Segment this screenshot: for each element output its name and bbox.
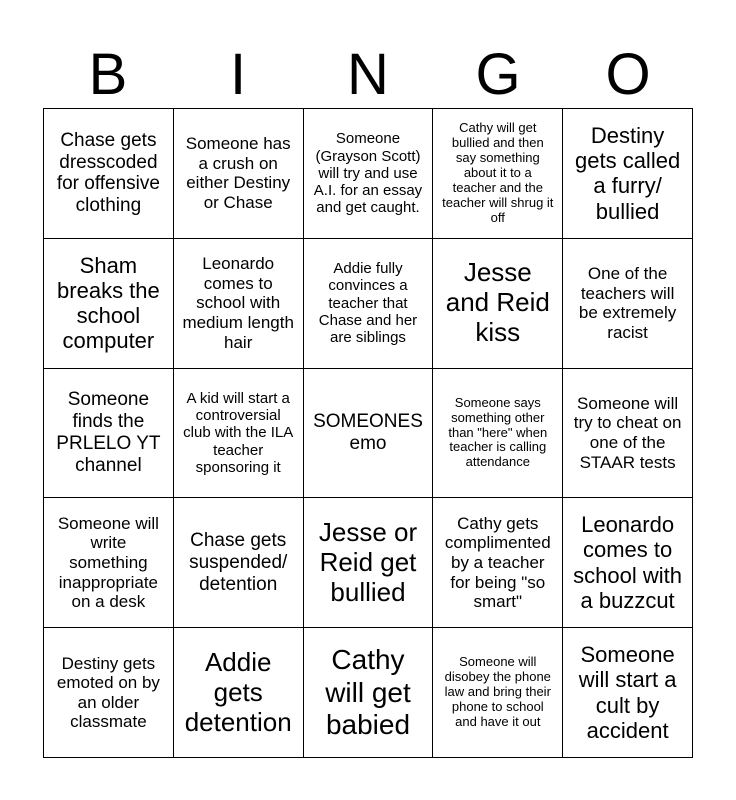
- bingo-cell[interactable]: [44, 109, 174, 239]
- bingo-cell[interactable]: [433, 239, 563, 369]
- bingo-cell[interactable]: [563, 239, 693, 369]
- cell-text: A kid will start a controversial club with the ILA teacher sponsoring it: [183, 389, 294, 476]
- cell-text: Jesse or Reid get bullied: [318, 516, 418, 607]
- bingo-cell[interactable]: [304, 109, 434, 239]
- cell-text: One of the teachers will be extremely racist: [578, 264, 677, 342]
- bingo-cell[interactable]: [174, 109, 304, 239]
- cell-text: Addie gets detention: [184, 646, 292, 737]
- bingo-cell[interactable]: [563, 109, 693, 239]
- bingo-cell[interactable]: [174, 628, 304, 758]
- bingo-cell[interactable]: [174, 239, 304, 369]
- bingo-cell[interactable]: [563, 369, 693, 499]
- bingo-header: [43, 40, 693, 110]
- bingo-cell[interactable]: [433, 109, 563, 239]
- header-letter-b: B: [88, 42, 128, 107]
- cell-text: Destiny gets called a furry/ bullied: [575, 122, 681, 224]
- cell-text: Someone will disobey the phone law and bring their phone to school and have it out: [444, 654, 551, 729]
- cell-text: Leonardo comes to school with medium length hair: [182, 254, 294, 352]
- cell-text: Leonardo comes to school with a buzzcut: [573, 512, 683, 614]
- cell-text: Chase gets suspended/ detention: [189, 530, 288, 595]
- cell-text: Sham breaks the school computer: [57, 252, 160, 354]
- cell-text: Cathy will get bullied and then say something about it to a teacher and the teacher will shrug it off: [442, 120, 554, 225]
- cell-text: Someone will start a cult by accident: [578, 642, 677, 743]
- bingo-cell[interactable]: [433, 369, 563, 499]
- bingo-cell[interactable]: [433, 628, 563, 758]
- bingo-cell[interactable]: [563, 498, 693, 628]
- bingo-cell[interactable]: [44, 498, 174, 628]
- cell-text: SOMEONES emo: [313, 411, 423, 454]
- cell-text: Someone says something other than "here" when teacher is calling attendance: [448, 394, 548, 470]
- bingo-cell[interactable]: [563, 628, 693, 758]
- bingo-cell[interactable]: [174, 498, 304, 628]
- bingo-cell[interactable]: [44, 239, 174, 369]
- bingo-card-grid: [43, 108, 693, 758]
- cell-text: Destiny gets emoted on by an older classmate: [56, 653, 160, 732]
- header-letter-i: I: [229, 42, 247, 107]
- bingo-cell[interactable]: [304, 498, 434, 628]
- bingo-cell[interactable]: [44, 628, 174, 758]
- cell-text: Someone will try to cheat on one of the STAAR tests: [573, 393, 682, 472]
- bingo-cell[interactable]: [304, 628, 434, 758]
- bingo-cell[interactable]: [44, 369, 174, 499]
- header-letter-g: G: [475, 42, 521, 107]
- cell-text: Someone will write something inappropriate on a desk: [57, 513, 159, 612]
- bingo-cell[interactable]: [174, 369, 304, 499]
- cell-text: Someone (Grayson Scott) will try and use A.I. for an essay and get caught.: [313, 130, 423, 217]
- cell-text: Jesse and Reid kiss: [445, 257, 550, 348]
- bingo-cell[interactable]: [433, 498, 563, 628]
- cell-text: Addie fully convinces a teacher that Chase and her are siblings: [318, 260, 418, 347]
- bingo-cell[interactable]: [304, 239, 434, 369]
- cell-text: Someone has a crush on either Destiny or Chase: [185, 134, 291, 212]
- header-letter-o: O: [605, 42, 651, 107]
- bingo-cell free-space[interactable]: [304, 369, 434, 499]
- header-letter-n: N: [347, 42, 389, 107]
- cell-text: Chase gets dresscoded for offensive clothing: [56, 129, 160, 217]
- cell-text: Someone finds the PRLELO YT channel: [56, 389, 161, 476]
- cell-text: Cathy will get babied: [325, 644, 411, 740]
- cell-text: Cathy gets complimented by a teacher for being "so smart": [444, 513, 551, 612]
